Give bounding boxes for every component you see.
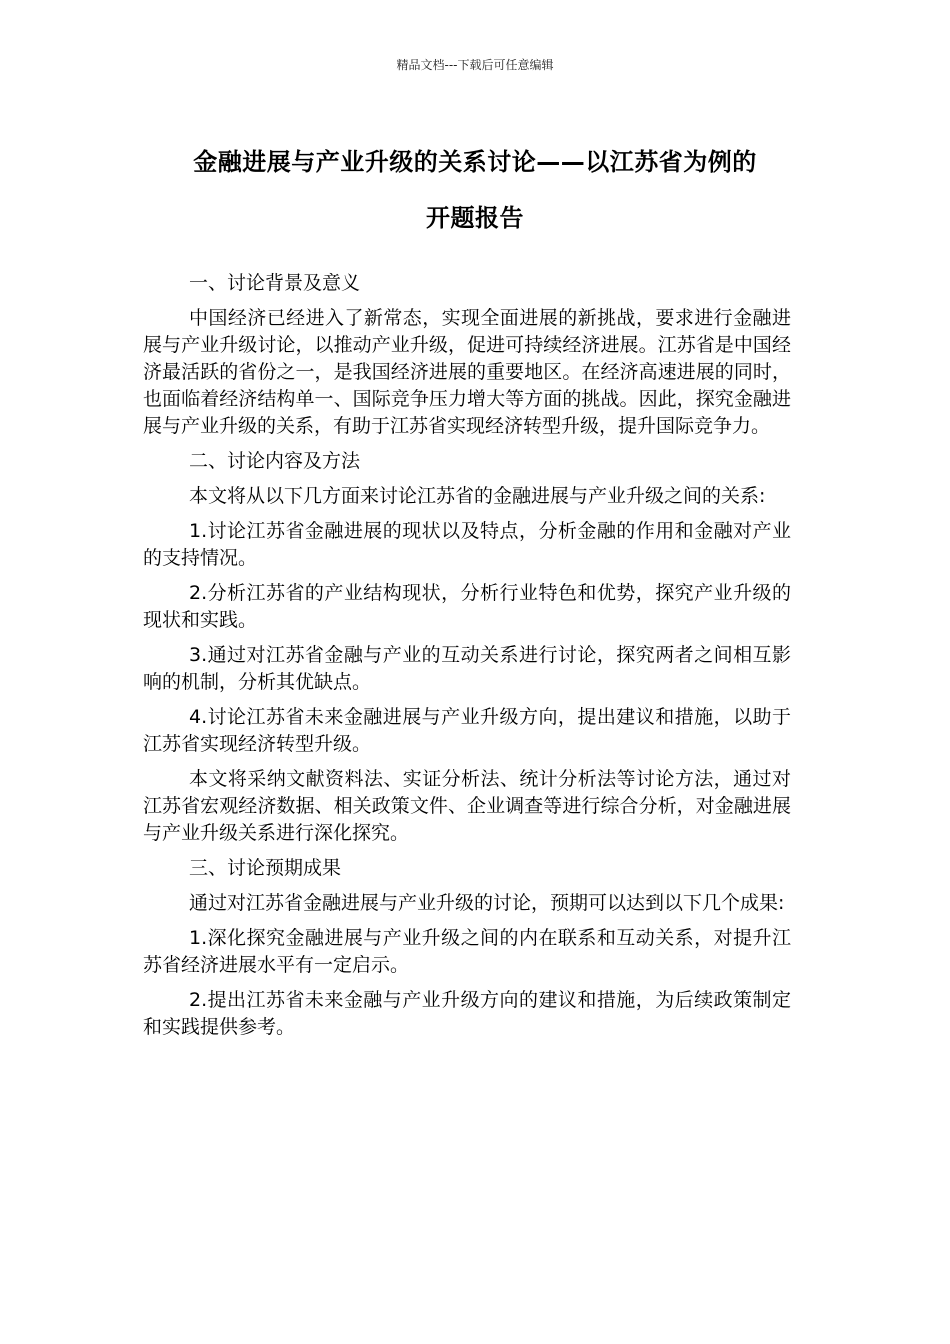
section-heading-content-method: 二、讨论内容及方法	[189, 450, 361, 472]
paragraph-content-intro: 本文将从以下几方面来讨论江苏省的金融进展与产业升级之间的关系:	[189, 485, 766, 507]
list-item-content-2: 2.分析江苏省的产业结构现状，分析行业特色和优势，探究产业升级的现状和实践。	[143, 582, 791, 631]
list-item-content-4: 4.讨论江苏省未来金融进展与产业升级方向，提出建议和措施，以助于江苏省实现经济转型升级。	[143, 706, 791, 755]
list-item-content-1: 1.讨论江苏省金融进展的现状以及特点，分析金融的作用和金融对产业的支持情况。	[143, 520, 791, 569]
paragraph-results-intro: 通过对江苏省金融进展与产业升级的讨论，预期可以达到以下几个成果:	[189, 892, 785, 914]
paragraph-background: 中国经济已经进入了新常态，实现全面进展的新挑战，要求进行金融进展与产业升级讨论，以推动产业升级，促进可持续经济进展。江苏省是中国经济最活跃的省份之一，是我国经济进展的重要地区。在经济高速进展的同时，也面临着经济结构单一、国际竞争压力增大等方面的挑战。因此，探究金融进展与产业升级的关系，有助于江苏省实现经济转型升级，提升国际竞争力。	[143, 307, 791, 437]
list-item-content-3: 3.通过对江苏省金融与产业的互动关系进行讨论，探究两者之间相互影响的机制，分析其优缺点。	[143, 644, 791, 693]
section-heading-expected-results: 三、讨论预期成果	[189, 857, 342, 879]
list-item-result-1: 1.深化探究金融进展与产业升级之间的内在联系和互动关系，对提升江苏省经济进展水平有一定启示。	[143, 927, 791, 976]
list-item-result-2: 2.提出江苏省未来金融与产业升级方向的建议和措施，为后续政策制定和实践提供参考。	[143, 989, 791, 1038]
title-line-1: 金融进展与产业升级的关系讨论——以江苏省为例的	[193, 148, 757, 176]
page-header: 精品文档---下载后可任意编辑	[396, 58, 554, 72]
section-heading-background: 一、讨论背景及意义	[189, 272, 361, 294]
document-body	[143, 270, 791, 1049]
title-line-2: 开题报告	[426, 204, 524, 232]
paragraph-methods: 本文将采纳文献资料法、实证分析法、统计分析法等讨论方法，通过对江苏省宏观经济数据、相关政策文件、企业调查等进行综合分析，对金融进展与产业升级关系进行深化探究。	[143, 768, 791, 844]
document-title	[120, 134, 830, 246]
